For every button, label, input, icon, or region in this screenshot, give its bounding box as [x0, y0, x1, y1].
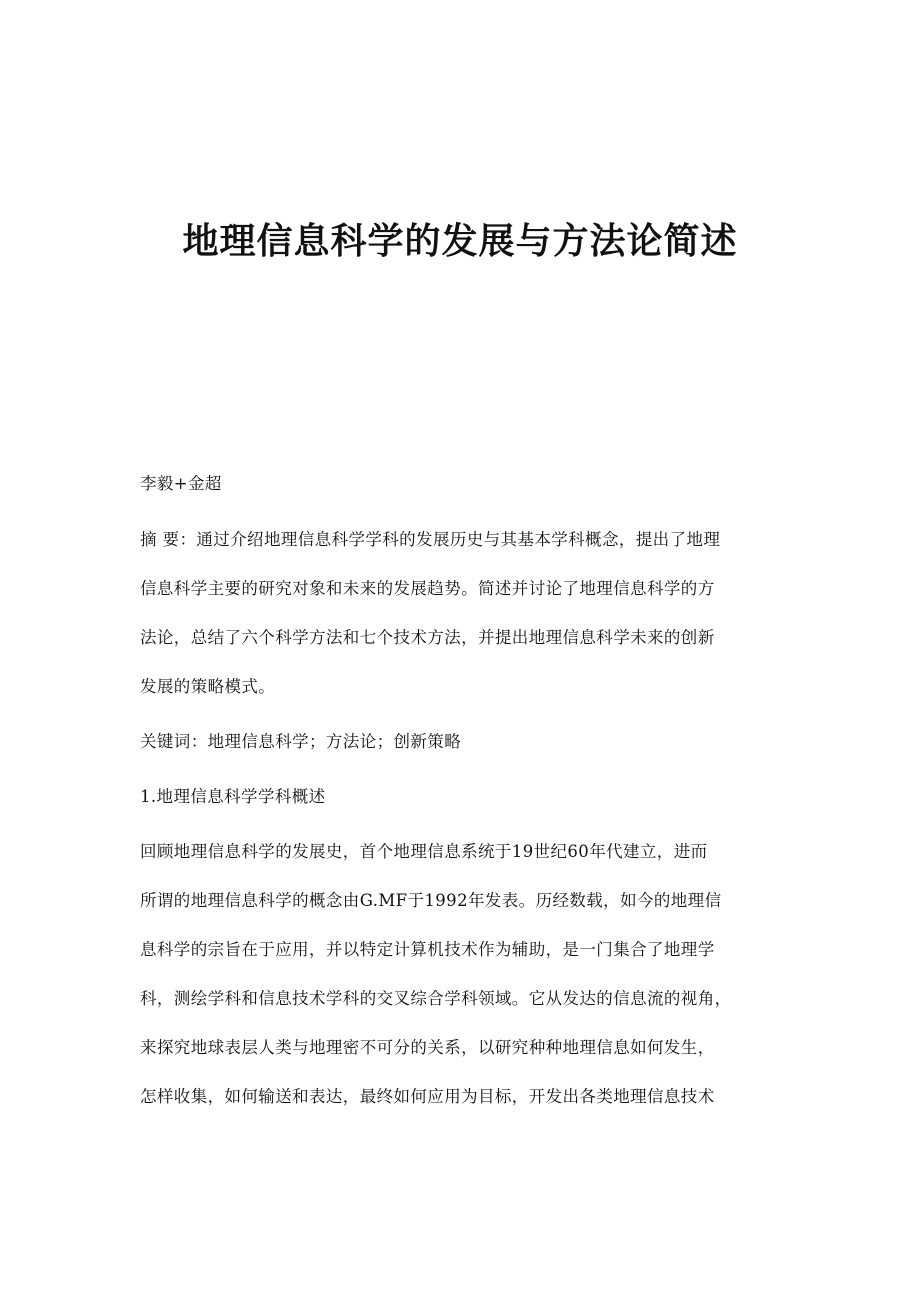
body-line: 所谓的地理信息科学的概念由G.MF于1992年发表。历经数载，如今的地理信 [140, 891, 722, 910]
body-line: 回顾地理信息科学的发展史，首个地理信息系统于19世纪60年代建立，进而 [140, 842, 708, 861]
abstract-line: 摘 要：通过介绍地理信息科学学科的发展历史与其基本学科概念，提出了地理 [140, 530, 721, 549]
author-line: 李毅+金超 [140, 474, 222, 493]
keywords-line: 关键词：地理信息科学；方法论；创新策略 [140, 732, 462, 751]
body-line: 来探究地球表层人类与地理密不可分的关系，以研究种种地理信息如何发生， [140, 1038, 715, 1057]
abstract-line: 发展的策略模式。 [140, 677, 276, 696]
body-line: 怎样收集，如何输送和表达，最终如何应用为目标，开发出各类地理信息技术 [140, 1087, 715, 1106]
abstract-line: 信息科学主要的研究对象和未来的发展趋势。简述并讨论了地理信息科学的方 [140, 579, 715, 598]
abstract-line: 法论，总结了六个科学方法和七个技术方法，并提出地理信息科学未来的创新 [140, 628, 715, 647]
body-line: 科，测绘学科和信息技术学科的交叉综合学科领域。它从发达的信息流的视角， [140, 989, 732, 1008]
body-line: 息科学的宗旨在于应用，并以特定计算机技术作为辅助，是一门集合了地理学 [140, 940, 715, 959]
document-title: 地理信息科学的发展与方法论简述 [182, 220, 738, 262]
section-heading: 1.地理信息科学学科概述 [140, 787, 326, 806]
